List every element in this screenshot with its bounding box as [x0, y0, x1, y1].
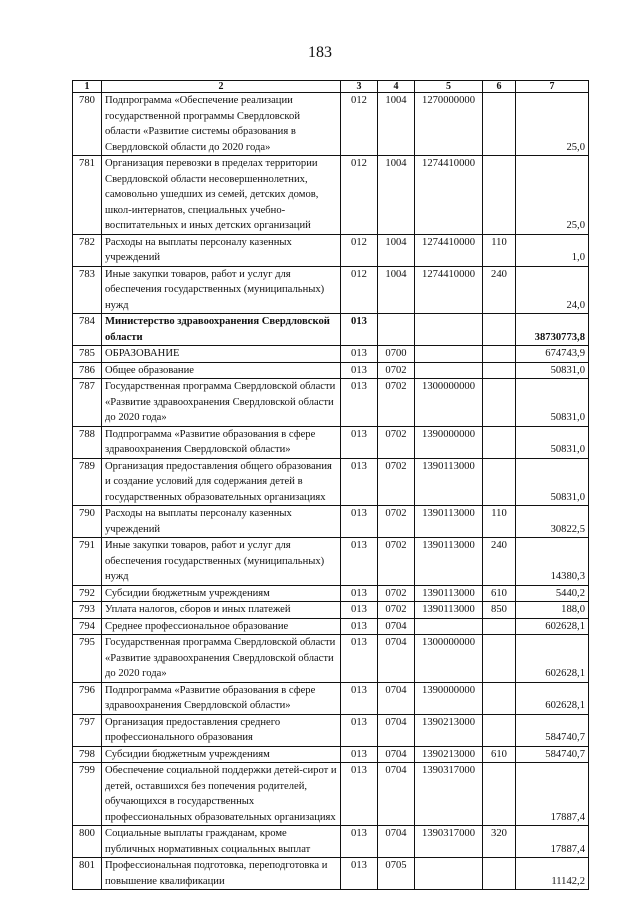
table-row: [73, 858, 589, 890]
row-name: Государственная программа Свердловской области «Развитие здравоохранения Свердловской области до 2020 года»: [102, 635, 341, 683]
row-expense-type: [483, 635, 516, 683]
row-ministry-code: 013: [341, 635, 378, 683]
row-name: Социальные выплаты гражданам, кроме публичных нормативных социальных выплат: [102, 826, 341, 858]
row-section-code: 0702: [378, 538, 415, 586]
row-ministry-code: 012: [341, 234, 378, 266]
row-ministry-code: 013: [341, 585, 378, 602]
row-section-code: 0702: [378, 362, 415, 379]
row-number: 798: [73, 746, 102, 763]
row-target-code: 1274410000: [415, 266, 483, 314]
col-header-2: 2: [102, 81, 341, 93]
row-number: 780: [73, 93, 102, 156]
row-target-code: 1300000000: [415, 379, 483, 427]
row-name: Организация перевозки в пределах территории Свердловской области несовершеннолетних, самовольно ушедших из семей, детских домов, школ-интернатов, специальных учебно-воспитательных и иных детских организаций: [102, 156, 341, 235]
row-section-code: 0704: [378, 618, 415, 635]
row-amount: 25,0: [516, 156, 589, 235]
row-section-code: 1004: [378, 156, 415, 235]
row-section-code: 0702: [378, 379, 415, 427]
row-expense-type: [483, 858, 516, 890]
row-ministry-code: 012: [341, 266, 378, 314]
row-number: 788: [73, 426, 102, 458]
row-amount: 30822,5: [516, 506, 589, 538]
row-section-code: 0702: [378, 458, 415, 506]
table-row: [73, 346, 589, 363]
row-name: Подпрограмма «Развитие образования в сфере здравоохранения Свердловской области»: [102, 426, 341, 458]
row-number: 787: [73, 379, 102, 427]
row-number: 800: [73, 826, 102, 858]
row-name: Подпрограмма «Развитие образования в сфере здравоохранения Свердловской области»: [102, 682, 341, 714]
row-number: 795: [73, 635, 102, 683]
row-target-code: 1390113000: [415, 585, 483, 602]
table-row: [73, 314, 589, 346]
row-expense-type: [483, 763, 516, 826]
row-section-code: [378, 314, 415, 346]
row-number: 791: [73, 538, 102, 586]
table-row: [73, 538, 589, 586]
row-target-code: 1390000000: [415, 682, 483, 714]
row-target-code: 1390213000: [415, 714, 483, 746]
row-expense-type: [483, 458, 516, 506]
row-name: Расходы на выплаты персоналу казенных учреждений: [102, 234, 341, 266]
row-amount: 584740,7: [516, 714, 589, 746]
row-expense-type: [483, 426, 516, 458]
row-amount: 14380,3: [516, 538, 589, 586]
row-ministry-code: 013: [341, 602, 378, 619]
row-ministry-code: 013: [341, 346, 378, 363]
row-expense-type: 850: [483, 602, 516, 619]
row-number: 801: [73, 858, 102, 890]
row-expense-type: [483, 682, 516, 714]
row-amount: 50831,0: [516, 362, 589, 379]
row-expense-type: 610: [483, 746, 516, 763]
col-header-1: 1: [73, 81, 102, 93]
col-header-6: 6: [483, 81, 516, 93]
col-header-5: 5: [415, 81, 483, 93]
row-section-code: 0702: [378, 426, 415, 458]
row-target-code: [415, 618, 483, 635]
row-name: Расходы на выплаты персоналу казенных учреждений: [102, 506, 341, 538]
row-section-code: 0705: [378, 858, 415, 890]
row-name: ОБРАЗОВАНИЕ: [102, 346, 341, 363]
row-expense-type: 240: [483, 538, 516, 586]
table-row: [73, 362, 589, 379]
row-name: Субсидии бюджетным учреждениям: [102, 585, 341, 602]
row-name: Министерство здравоохранения Свердловской области: [102, 314, 341, 346]
row-target-code: 1390213000: [415, 746, 483, 763]
row-ministry-code: 013: [341, 618, 378, 635]
row-target-code: [415, 314, 483, 346]
row-ministry-code: 013: [341, 426, 378, 458]
row-number: 792: [73, 585, 102, 602]
row-section-code: 1004: [378, 266, 415, 314]
row-ministry-code: 013: [341, 458, 378, 506]
row-name: Государственная программа Свердловской области «Развитие здравоохранения Свердловской области до 2020 года»: [102, 379, 341, 427]
row-expense-type: [483, 156, 516, 235]
table-row: [73, 602, 589, 619]
row-section-code: 0704: [378, 682, 415, 714]
table-row: [73, 234, 589, 266]
row-target-code: 1390317000: [415, 763, 483, 826]
row-section-code: 0704: [378, 635, 415, 683]
row-target-code: 1390000000: [415, 426, 483, 458]
row-number: 789: [73, 458, 102, 506]
row-name: Общее образование: [102, 362, 341, 379]
row-expense-type: [483, 714, 516, 746]
row-target-code: 1390113000: [415, 602, 483, 619]
row-target-code: 1390317000: [415, 826, 483, 858]
row-section-code: 0704: [378, 746, 415, 763]
row-number: 786: [73, 362, 102, 379]
row-number: 794: [73, 618, 102, 635]
row-target-code: 1390113000: [415, 538, 483, 586]
row-section-code: 0702: [378, 506, 415, 538]
row-target-code: [415, 858, 483, 890]
row-ministry-code: 013: [341, 314, 378, 346]
table-body: [73, 93, 589, 890]
row-expense-type: 320: [483, 826, 516, 858]
row-expense-type: [483, 362, 516, 379]
row-number: 793: [73, 602, 102, 619]
row-section-code: 0704: [378, 763, 415, 826]
row-name: Среднее профессиональное образование: [102, 618, 341, 635]
row-amount: 1,0: [516, 234, 589, 266]
row-target-code: [415, 346, 483, 363]
row-number: 784: [73, 314, 102, 346]
row-number: 797: [73, 714, 102, 746]
row-amount: 50831,0: [516, 458, 589, 506]
table-row: [73, 635, 589, 683]
row-section-code: 0702: [378, 602, 415, 619]
row-expense-type: [483, 346, 516, 363]
row-expense-type: [483, 93, 516, 156]
row-ministry-code: 013: [341, 538, 378, 586]
row-expense-type: 110: [483, 506, 516, 538]
row-amount: 17887,4: [516, 763, 589, 826]
table-row: [73, 266, 589, 314]
row-expense-type: 610: [483, 585, 516, 602]
row-expense-type: [483, 314, 516, 346]
table-row: [73, 379, 589, 427]
budget-table: [72, 80, 589, 890]
row-name: Иные закупки товаров, работ и услуг для обеспечения государственных (муниципальных) нужд: [102, 538, 341, 586]
page-number: 183: [308, 44, 332, 61]
row-ministry-code: 013: [341, 379, 378, 427]
row-ministry-code: 013: [341, 362, 378, 379]
row-target-code: 1390113000: [415, 458, 483, 506]
row-target-code: 1270000000: [415, 93, 483, 156]
row-number: 785: [73, 346, 102, 363]
row-name: Субсидии бюджетным учреждениям: [102, 746, 341, 763]
row-amount: 50831,0: [516, 426, 589, 458]
table-row: [73, 826, 589, 858]
table-row: [73, 714, 589, 746]
row-amount: 11142,2: [516, 858, 589, 890]
row-number: 790: [73, 506, 102, 538]
table-row: [73, 746, 589, 763]
row-number: 796: [73, 682, 102, 714]
row-target-code: 1274410000: [415, 234, 483, 266]
row-expense-type: 110: [483, 234, 516, 266]
row-section-code: 1004: [378, 234, 415, 266]
row-name: Уплата налогов, сборов и иных платежей: [102, 602, 341, 619]
row-ministry-code: 013: [341, 714, 378, 746]
row-ministry-code: 013: [341, 506, 378, 538]
row-ministry-code: 013: [341, 826, 378, 858]
table-row: [73, 618, 589, 635]
row-ministry-code: 012: [341, 156, 378, 235]
row-name: Обеспечение социальной поддержки детей-сирот и детей, оставшихся без попечения родителей, обучающихся в государственных профессиональных образовательных организациях: [102, 763, 341, 826]
row-amount: 602628,1: [516, 618, 589, 635]
table-row: [73, 585, 589, 602]
table-row: [73, 458, 589, 506]
row-section-code: 0704: [378, 826, 415, 858]
row-ministry-code: 013: [341, 746, 378, 763]
table-row: [73, 763, 589, 826]
row-ministry-code: 012: [341, 93, 378, 156]
row-name: Подпрограмма «Обеспечение реализации государственной программы Свердловской области «Развитие системы образования в Свердловской области до 2020 года»: [102, 93, 341, 156]
row-expense-type: [483, 379, 516, 427]
row-target-code: 1274410000: [415, 156, 483, 235]
row-amount: 25,0: [516, 93, 589, 156]
row-ministry-code: 013: [341, 682, 378, 714]
row-number: 783: [73, 266, 102, 314]
row-number: 781: [73, 156, 102, 235]
row-amount: 584740,7: [516, 746, 589, 763]
row-amount: 674743,9: [516, 346, 589, 363]
header-row: [73, 81, 589, 93]
row-amount: 17887,4: [516, 826, 589, 858]
table-row: [73, 506, 589, 538]
row-expense-type: 240: [483, 266, 516, 314]
row-amount: 188,0: [516, 602, 589, 619]
row-amount: 5440,2: [516, 585, 589, 602]
row-name: Организация предоставления среднего профессионального образования: [102, 714, 341, 746]
row-number: 782: [73, 234, 102, 266]
row-target-code: [415, 362, 483, 379]
row-amount: 602628,1: [516, 635, 589, 683]
row-target-code: 1390113000: [415, 506, 483, 538]
row-name: Иные закупки товаров, работ и услуг для обеспечения государственных (муниципальных) нужд: [102, 266, 341, 314]
row-section-code: 1004: [378, 93, 415, 156]
row-ministry-code: 013: [341, 763, 378, 826]
col-header-4: 4: [378, 81, 415, 93]
row-target-code: 1300000000: [415, 635, 483, 683]
row-amount: 24,0: [516, 266, 589, 314]
row-section-code: 0700: [378, 346, 415, 363]
table-row: [73, 93, 589, 156]
row-section-code: 0704: [378, 714, 415, 746]
table-row: [73, 682, 589, 714]
row-name: Профессиональная подготовка, переподготовка и повышение квалификации: [102, 858, 341, 890]
col-header-3: 3: [341, 81, 378, 93]
col-header-7: 7: [516, 81, 589, 93]
row-expense-type: [483, 618, 516, 635]
row-amount: 38730773,8: [516, 314, 589, 346]
row-amount: 602628,1: [516, 682, 589, 714]
row-name: Организация предоставления общего образования и создание условий для содержания детей в государственных образовательных организациях: [102, 458, 341, 506]
table-row: [73, 426, 589, 458]
row-section-code: 0702: [378, 585, 415, 602]
table-row: [73, 156, 589, 235]
row-number: 799: [73, 763, 102, 826]
row-amount: 50831,0: [516, 379, 589, 427]
row-ministry-code: 013: [341, 858, 378, 890]
